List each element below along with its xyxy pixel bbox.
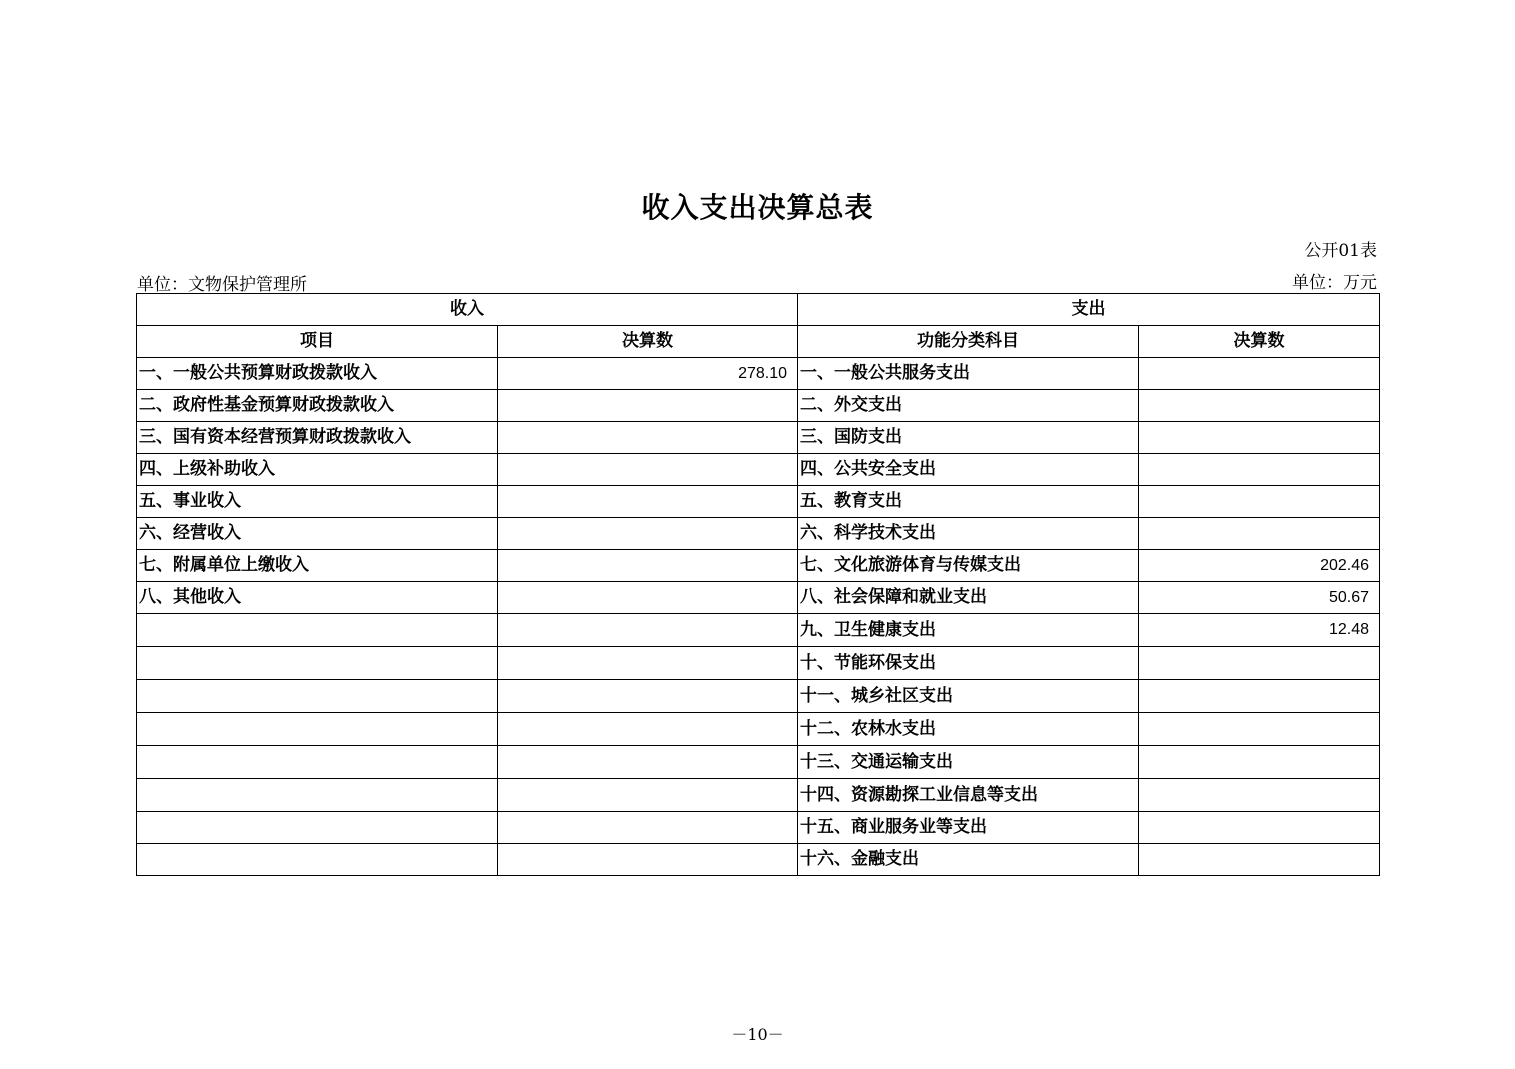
income-item-cell: 七、附属单位上缴收入 — [137, 550, 498, 582]
expense-item-cell: 三、国防支出 — [798, 422, 1139, 454]
income-amount-cell — [498, 550, 798, 582]
expense-item-cell: 一、一般公共服务支出 — [798, 358, 1139, 390]
income-amount-cell — [498, 422, 798, 454]
table-row — [137, 582, 1380, 614]
expense-amount-cell — [1139, 746, 1380, 779]
expense-amount-cell — [1139, 518, 1380, 550]
income-amount-cell — [498, 454, 798, 486]
expense-item-cell: 六、科学技术支出 — [798, 518, 1139, 550]
income-item-cell — [137, 812, 498, 844]
expense-item-cell: 二、外交支出 — [798, 390, 1139, 422]
table-row — [137, 713, 1380, 746]
income-item-cell — [137, 779, 498, 812]
income-item-cell: 六、经营收入 — [137, 518, 498, 550]
income-amount-cell — [498, 582, 798, 614]
income-item-cell: 四、上级补助收入 — [137, 454, 498, 486]
income-item-cell: 三、国有资本经营预算财政拨款收入 — [137, 422, 498, 454]
expense-item-cell: 四、公共安全支出 — [798, 454, 1139, 486]
income-item-cell — [137, 713, 498, 746]
income-item-cell: 一、一般公共预算财政拨款收入 — [137, 358, 498, 390]
income-item-cell: 五、事业收入 — [137, 486, 498, 518]
table-row — [137, 422, 1380, 454]
expense-item-cell: 十五、商业服务业等支出 — [798, 812, 1139, 844]
expense-amount-cell — [1139, 680, 1380, 713]
document-title: 收入支出决算总表 — [641, 191, 874, 224]
income-item-cell — [137, 647, 498, 680]
income-amount-cell — [498, 713, 798, 746]
expense-item-cell: 十四、资源勘探工业信息等支出 — [798, 779, 1139, 812]
expense-item-cell: 五、教育支出 — [798, 486, 1139, 518]
income-amount-cell: 278.10 — [498, 358, 798, 390]
income-group-header: 收入 — [137, 294, 798, 326]
expense-amount-cell — [1139, 486, 1380, 518]
col-header-income-item: 项目 — [137, 326, 498, 358]
income-item-cell — [137, 680, 498, 713]
income-item-cell: 二、政府性基金预算财政拨款收入 — [137, 390, 498, 422]
income-amount-cell — [498, 390, 798, 422]
expense-amount-cell — [1139, 358, 1380, 390]
income-item-cell — [137, 844, 498, 876]
table-row — [137, 746, 1380, 779]
expense-item-cell: 八、社会保障和就业支出 — [798, 582, 1139, 614]
table-row — [137, 844, 1380, 876]
page-number: －10－ — [731, 1025, 784, 1044]
expense-item-cell: 十一、城乡社区支出 — [798, 680, 1139, 713]
group-header-row — [137, 294, 1380, 326]
col-header-income-amount: 决算数 — [498, 326, 798, 358]
table-row — [137, 647, 1380, 680]
expense-amount-cell — [1139, 647, 1380, 680]
income-amount-cell — [498, 844, 798, 876]
table-row — [137, 486, 1380, 518]
income-amount-cell — [498, 779, 798, 812]
income-amount-cell — [498, 680, 798, 713]
income-amount-cell — [498, 518, 798, 550]
expenditure-group-header: 支出 — [798, 294, 1380, 326]
table-row — [137, 779, 1380, 812]
income-item-cell: 八、其他收入 — [137, 582, 498, 614]
expense-item-cell: 九、卫生健康支出 — [798, 614, 1139, 647]
income-amount-cell — [498, 614, 798, 647]
table-row — [137, 550, 1380, 582]
col-header-expense-item: 功能分类科目 — [798, 326, 1139, 358]
expense-amount-cell — [1139, 454, 1380, 486]
expense-item-cell: 十二、农林水支出 — [798, 713, 1139, 746]
table-code: 公开01表 — [1304, 241, 1377, 261]
table-row — [137, 614, 1380, 647]
col-header-expense-amount: 决算数 — [1139, 326, 1380, 358]
expense-item-cell: 七、文化旅游体育与传媒支出 — [798, 550, 1139, 582]
table-row — [137, 518, 1380, 550]
expense-item-cell: 十、节能环保支出 — [798, 647, 1139, 680]
expense-amount-cell: 202.46 — [1139, 550, 1380, 582]
income-amount-cell — [498, 647, 798, 680]
expense-amount-cell — [1139, 812, 1380, 844]
column-header-row — [137, 326, 1380, 358]
income-amount-cell — [498, 486, 798, 518]
income-amount-cell — [498, 812, 798, 844]
expense-item-cell: 十六、金融支出 — [798, 844, 1139, 876]
expense-amount-cell — [1139, 844, 1380, 876]
unit-currency: 单位：万元 — [1292, 273, 1377, 293]
expense-amount-cell — [1139, 713, 1380, 746]
income-amount-cell — [498, 746, 798, 779]
expense-amount-cell: 50.67 — [1139, 582, 1380, 614]
expense-amount-cell — [1139, 390, 1380, 422]
unit-organization: 单位：文物保护管理所 — [137, 275, 307, 295]
expense-item-cell: 十三、交通运输支出 — [798, 746, 1139, 779]
income-item-cell — [137, 614, 498, 647]
table-row — [137, 812, 1380, 844]
table-row — [137, 358, 1380, 390]
table-row — [137, 454, 1380, 486]
expense-amount-cell: 12.48 — [1139, 614, 1380, 647]
expense-amount-cell — [1139, 779, 1380, 812]
table-row — [137, 680, 1380, 713]
income-expenditure-table — [136, 293, 1380, 876]
table-row — [137, 390, 1380, 422]
income-item-cell — [137, 746, 498, 779]
expense-amount-cell — [1139, 422, 1380, 454]
